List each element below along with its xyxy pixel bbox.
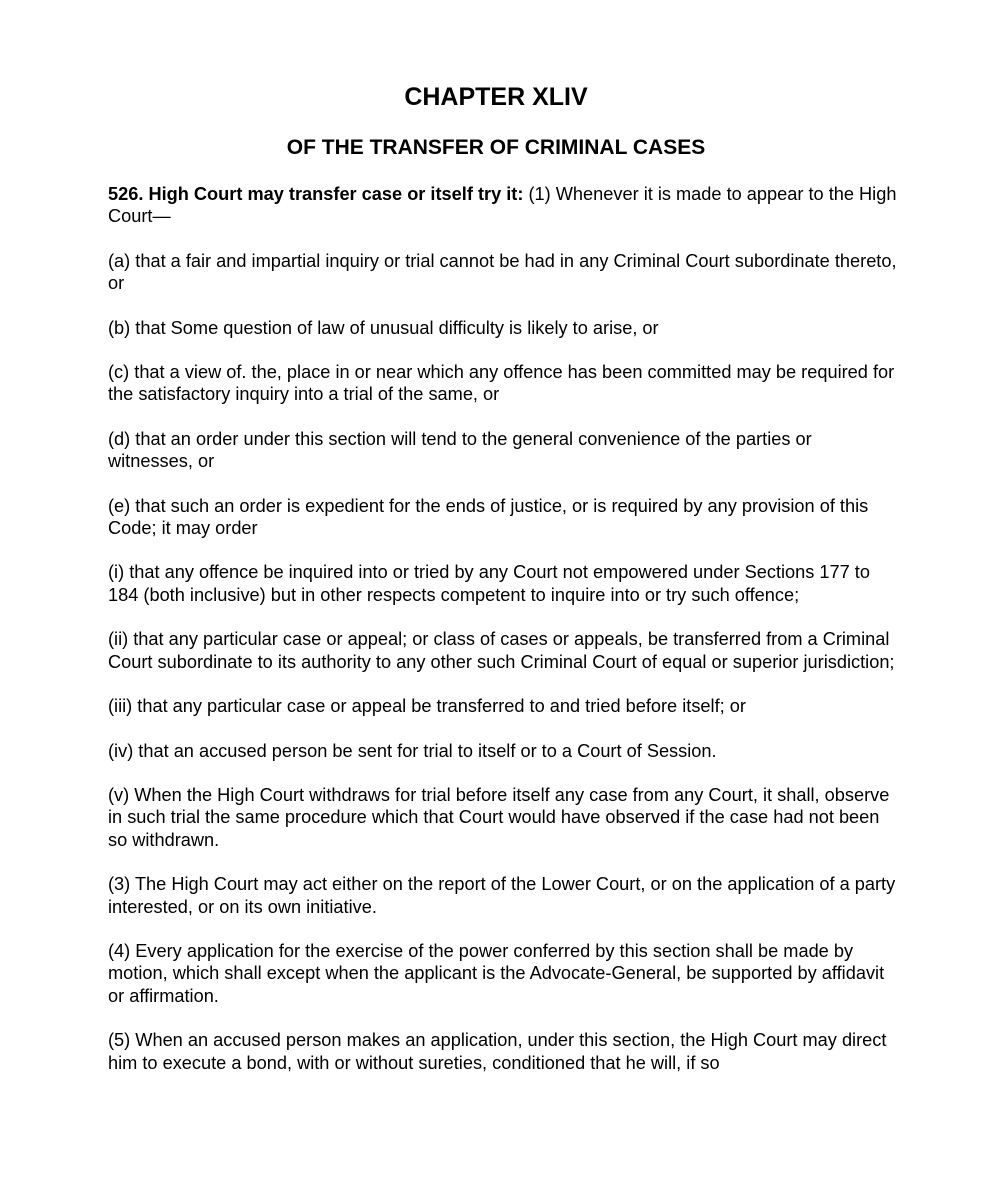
paragraph-b: (b) that Some question of law of unusual difficulty is likely to arise, or: [108, 317, 659, 338]
document-body: [108, 183, 898, 1096]
paragraph-iii: (iii) that any particular case or appeal be transferred to and tried before itself; or: [108, 696, 746, 717]
paragraph-3: (3) The High Court may act either on the report of the Lower Court, or on the application of a party interested, or on its own initiative.: [108, 874, 896, 917]
section-heading: 526. High Court may transfer case or itself try it:: [108, 184, 524, 204]
paragraph-c: (c) that a view of. the, place in or near which any offence has been committed may be required for the satisfactory inquiry into a trial of the same, or: [108, 362, 895, 405]
paragraph-ii: (ii) that any particular case or appeal; or class of cases or appeals, be transferred from a Criminal Court subordinate to its authority to any other such Criminal Court of equal or superior jurisdiction;: [108, 629, 895, 672]
paragraph-e: (e) that such an order is expedient for the ends of justice, or is required by any provision of this Code; it may order: [108, 495, 869, 539]
paragraph-v: (v) When the High Court withdraws for trial before itself any case from any Court, it shall, observe in such trial the same procedure which that Court would have observed if the case had not been so withdrawn.: [108, 784, 890, 850]
section-526-paragraph: [108, 183, 898, 228]
paragraph-iv: (iv) that an accused person be sent for trial to itself or to a Court of Session.: [108, 740, 717, 761]
paragraph-d: (d) that an order under this section will tend to the general convenience of the parties or witnesses, or: [108, 428, 812, 472]
paragraph-a: (a) that a fair and impartial inquiry or trial cannot be had in any Criminal Court subordinate thereto, or: [108, 250, 897, 294]
paragraph-4: (4) Every application for the exercise of the power conferred by this section shall be made by motion, which shall except when the applicant is the Advocate-General, be supported by affidavit or affirmation.: [108, 940, 885, 1006]
paragraph-i: (i) that any offence be inquired into or tried by any Court not empowered under Sections 177 to 184 (both inclusive) but in other respects competent to inquire into or try such offence;: [108, 562, 870, 605]
chapter-subtitle: OF THE TRANSFER OF CRIMINAL CASES: [286, 136, 706, 159]
chapter-title: CHAPTER XLIV: [404, 83, 588, 111]
paragraph-5: (5) When an accused person makes an application, under this section, the High Court may direct him to execute a bond, with or without sureties, conditioned that he will, if so: [108, 1030, 887, 1073]
section-intro: (1) Whenever it is made to appear to the High Court—: [108, 184, 897, 227]
